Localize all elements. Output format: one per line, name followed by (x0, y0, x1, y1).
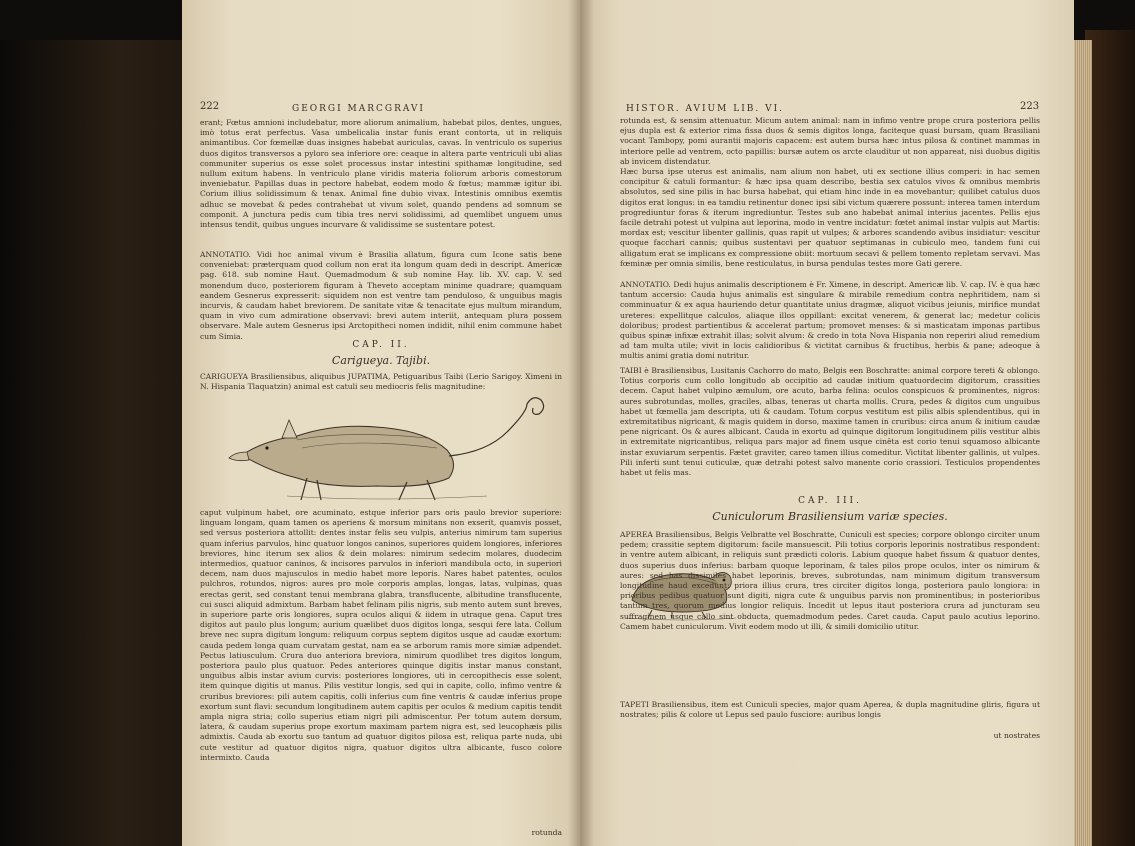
paragraph: Hæc bursa ipse uterus est animalis, nam alium non habet, uti ex sectione illius comperi: in hac semen concipitur & catuli formantur: & hæc ipsa quam describo, bestia sex catulos vivos & omnibus membris absolutos, sed sine pilis in hac bursa habebat, qui etiam hinc inde in ea movebantur; quilibet catulus duos digitos erat longus: in ea tamdiu retinentur donec ipsi sibi victum quærere possunt: interea tamen interdum progrediuntur foras & iterum ingrediuntur. Testes sub ano habebat animal interius jacentes. Pellis ejus facile detrahi potest ut vulpina aut leporina, modo in ventre incidatur: fœtet animal instar vulpis aut Martis: mordax est; vescitur libenter gallinis, quas rapit ut vulpes; & arbores scandendo avibus insidiatur: vescitur quoque facchari cannis; quibus sustentavi per quatuor septimanas in cubiculo meo, tandem funi cui alligatum erat se implicans ex compressione obiit: mortuum secavi & pellem tomento repletam servavi. Mas fœminæ per omnia similis, bene resticulatus, in bursa pendulas testes more Gati gerere. (620, 167, 1040, 268)
running-head: HISTOR. AVIUM LIB. VI. (626, 104, 784, 114)
catchword: rotunda (531, 828, 562, 837)
chapter-title: Carigueya. Tajibi. (331, 354, 431, 367)
chapter-intro (200, 372, 562, 392)
aperea-block (620, 530, 1040, 632)
right-page (580, 0, 1074, 846)
text-block-mid (620, 167, 1040, 269)
book-cover-right (1085, 30, 1135, 846)
page-number: 223 (1020, 101, 1040, 112)
annotatio-paragraph: ANNOTATIO. Dedi hujus animalis descriptionem è Fr. Ximene, in descript. Americæ lib. V. cap. IV. è qua hæc tantum accersio: Cauda hujus animalis est singulare & mirabile remedium contra nephritidem, nam si comminuatur & ex aqua hauriendo detur quantitate unius dragmæ, aliquot vicibus jeiunis, mirifice mundat ureteres: expellitque calculos, aliaque illos oppillant: excitat venerem, & generat lac; medetur colicis doloribus; prodest partientibus & accelerat partum; promovet menses: & si masticatam imponas partibus quibus spinæ infixæ extrahit illas; solvit alvum: & credo in tota Nova Hispania non reperiri aliud remedium ad tam multa utile; vivit in locis calidioribus & victitat carnibus & fructibus, herbis & pane; adeoque à multis animi gratia domi nutritur. (620, 280, 1040, 361)
chapter-title: Cuniculorum Brasiliensium variæ species. (712, 510, 948, 523)
opossum-illustration (227, 392, 557, 507)
description-paragraph: caput vulpinum habet, ore acuminato, estque inferior pars oris paulo brevior superiore: linguam longam, quam tamen os aperiens & morsum minitans non exserit, quamvis posset, sed versus posteriora attollit: dentes instar felis seu vulpis, anterius nimirum tam superius quam inferius parvulos, hinc quatuor longos caninos, superiores quidem longiores, inferiores breviores, hinc iterum sex alios & dein molares: nimirum sedecim molares, duodecim intermedios, quatuor caninos, & incisores parvulos in inferiori mandibula octo, in superiori decem, nam duos majusculos in medio habet more leporis. Nares habet patentes, oculos pulchros, rotundos, nigros: aures pro mole corporis amplas, longas, latas, vulpinas, quas erectas gerit, sed constant tenui membrana glabra, transflucente, albitudine transflucente, cui susci aliquid admixtum. Barbam habet felinam pilis nigris, sub mento autem sunt breves, in superiore parte oris longiores, supra oculos aliqui & iidem in utraque gena. Caput tres digitos aut paulo plus longum; aurium quælibet duos digitos longa, sesqui fere lata. Collum breve nec supra digitum longum: reliquum corpus septem digitos usque ad caudæ exortum: cauda pedem longa quam curvatam gestat, nam ea se arborum ramis more simiæ adpendet. Pectus latiusculum. Crura duo anteriora breviora, nimirum quodlibet tres digitos longum, posteriora paulo plus quatuor. Pedes anteriores quinque digitis instar manus constant, unguibus albis instar avium curvis: posteriores longiores, uti in cercopithecis esse solent, item quinque digitis ut manus. Pilis vestitur longis, sed qui in capite, collo, infimo ventre & cruribus breviores: pili autem capitis, colli inferius cum fine ventris & caudæ inferius prope exortum sunt flavi: secundum longitudinem autem capitis per oculos & medium capitis tendit ampla nigra stria; collo superius etiam nigri pili admiscentur. Per totum autem dorsum, latera, & caudam superius prope exortum maximam partem nigra est, sed leucophæis pilis admixtis. Cauda ab exortu suo tantum ad quatuor digitos pilosa est, reliqua parte nuda, ubi cute vestitur ad quatuor digitos nigra, quatuor digitos ultra albicante, fusco colore intermixto. Cauda (200, 508, 562, 762)
running-head: GEORGI MARCGRAVI (292, 104, 425, 114)
paragraph: erant; Fœtus amnioni includebatur, more aliorum animalium, habebat pilos, dentes, ungues, imò totus erat perfectus. Vasa umbelicalia instar funis erant contorta, ut in reliquis animantibus. Cor fœmellæ duas insignes habebat auriculas, cavas. In ventriculo os superius duos digitos transversos a pyloro sea inferiore ore: ceaque in altera parte ventriculi ubi alias communiter superius os esse solet processus instar intestini spithamæ longitudine, sed nullum exitum habens. In ventriculo plane viridis materia foliorum arboris comestorum inveniebatur. Papillas duas in pectore habebat, eodem modo & fœtus; mammæ igitur ibi. Corium illius solidissimum & tenax. Animal fine dubio vivax. Intestinis omnibus exemtis adhuc se movebat & pedes contrahebat ut vivum solet, quando pendens ad somnum se componit. A junctura pedis cum tibia tres nervi solidissimi, ad quemlibet unguem unus intensus tendit, quibus ungues incurvare & validissime se sustentare potest. (200, 118, 562, 230)
book-gutter (568, 0, 594, 846)
page-number: 222 (200, 101, 220, 112)
text-block-bottom (200, 508, 562, 763)
catchword: ut nostrates (993, 731, 1040, 740)
aperea-paragraph: APEREA Brasiliensibus, Belgis Velbratte vel Boschratte, Cuniculi est species; corpore oblongo circiter unum pedem; crassitie septem digitorum: facile mansuescit. Pili totius corporis leporinis nostratibus respondent: in ventre autem albicant, in reliquis sunt prædicti coloris. Labium quoque habet fissum & quatuor dentes, duos superius duos inferius: barbam quoque leporinam, & tales pilos prope oculos, inter os nimirum & aures: sed has dissimiles habet leporinis, breves, subrotundas, nam minimum digitum transversum longitudine haud excedunt: priora illius crura, tres circiter digitos longa, posteriora paulo longiora: in prioribus pedibus quatuor sunt digiti, nigra cute & unguibus parvis non prominentibus; in posterioribus tantum tres, quorum medius longior reliquis. Incedit ut lepus itaut posteriora crura ad juncturam seu suffraginem usque callo sint obducta, quemadmodum pedes. Caret cauda. Caput paulo acutius leporino. Camem habet cuniculorum. Vivit eodem modo ut illi, & simili domicilio utitur. (620, 530, 1040, 631)
text-block-top (620, 116, 1040, 167)
taibi-block (620, 366, 1040, 478)
paragraph: rotunda est, & sensim attenuatur. Micum autem animal: nam in infimo ventre prope crura posteriora pellis ejus dupla est & exterior rima fissa duos & semis digitos longa, faciteque quasi bursam, quam Brasiliani vocant Tambopy, pomi aurantii majoris capacem: est autem bursa hæc intus pilosa & continet mammas in interiore pelle ad ventrem, octo papillis: bursæ autem os arcte clauditur ut non appareat, nisi duobus digitis ab invicem distendatur. (620, 116, 1040, 166)
text-block-top (200, 118, 562, 230)
left-page (182, 0, 580, 846)
tapeti-block (620, 700, 1040, 720)
book-cover-left (0, 40, 200, 846)
intro-paragraph: CARIGUEYA Brasiliensibus, aliquibus JUPATIMA, Petiguaribus Taibi (Lerio Sarigoy. Ximeni in N. Hispania Tlaquatzin) animal est catuli seu mediocris felis magnitudine: (200, 372, 562, 392)
chapter-heading: CAP. II. (352, 340, 410, 350)
chapter-heading: CAP. III. (798, 496, 862, 506)
tapeti-paragraph: TAPETI Brasiliensibus, item est Cuniculi species, major quam Aperea, & dupla magnitudine gliris, figura ut nostrates; pilis & colore ut Lepus sed paulo fusciore: auribus longis (620, 700, 1040, 720)
annotatio-block (620, 280, 1040, 362)
taibi-paragraph: TAIBI è Brasiliensibus, Lusitanis Cachorro do mato, Belgis een Boschratte: animal corpore tereti & oblongo. Totius corporis cum collo longitudo ab occipitio ad caudæ initium quatuordecim digitorum, crassities decem. Caput habet vulpino æmulum, ore acuto, barba felina: oculos conspicuos & prominentes, nigros: aures subrotundas, molles, graciles, albas, teneras ut charta mollis. Crura, pedes & digitos cum unguibus habet ut fœmella jam descripta, uti & caudam. Totum corpus vestitum est pilis albis splendentibus, qui in extremitatibus nigricant, & magis quidem in dorso, maxime tamen in cruribus: circa anum & initium caudæ pene nigricant. Os & aures albicant. Cauda in exortu ad quinque digitorum longitudinem pilis vestitur albis in extremitate nigricantibus, reliqua pars major ad finem usque cinêta est corio tenui squamoso albicante instar exuviarum serpentis. Fætet graviter, careo tamen illius comeditur. Victitat libenter gallinis, ut vulpes. Pili inferti sunt tenui cuticulæ, quæ detrahi potest salvo manente corio crassiori. Testiculos propendentes habet ut felis mas. (620, 366, 1040, 478)
annotatio-block (200, 250, 562, 342)
annotatio-paragraph: ANNOTATIO. Vidi hoc animal vivum è Brasilia allatum, figura cum Icone satis bene conveniebat: præterquam quod collum non erat ita longum quam dedi in descript. Americæ pag. 618. sub nomine Haut. Quemadmodum & sub nomine Hay. lib. XV. cap. V. sed monendum duco, posteriorem figuram à Theveto acceptam minime quadrare; quamquam eandem Gesnerus expresserit: siquidem non est ventre tam penduloso, & unguibus magis incurvis, & caudam habet breviorem. De sanitate vitæ & tenacitate ejus multum mirandum, quam in vivo cum admiratione observavi: brevi autem interiit, antequam plura possem observare. Male autem Gesnerus ipsi Arctopitheci nomen indidit, nihil enim commune habet cum Simia. (200, 250, 562, 341)
